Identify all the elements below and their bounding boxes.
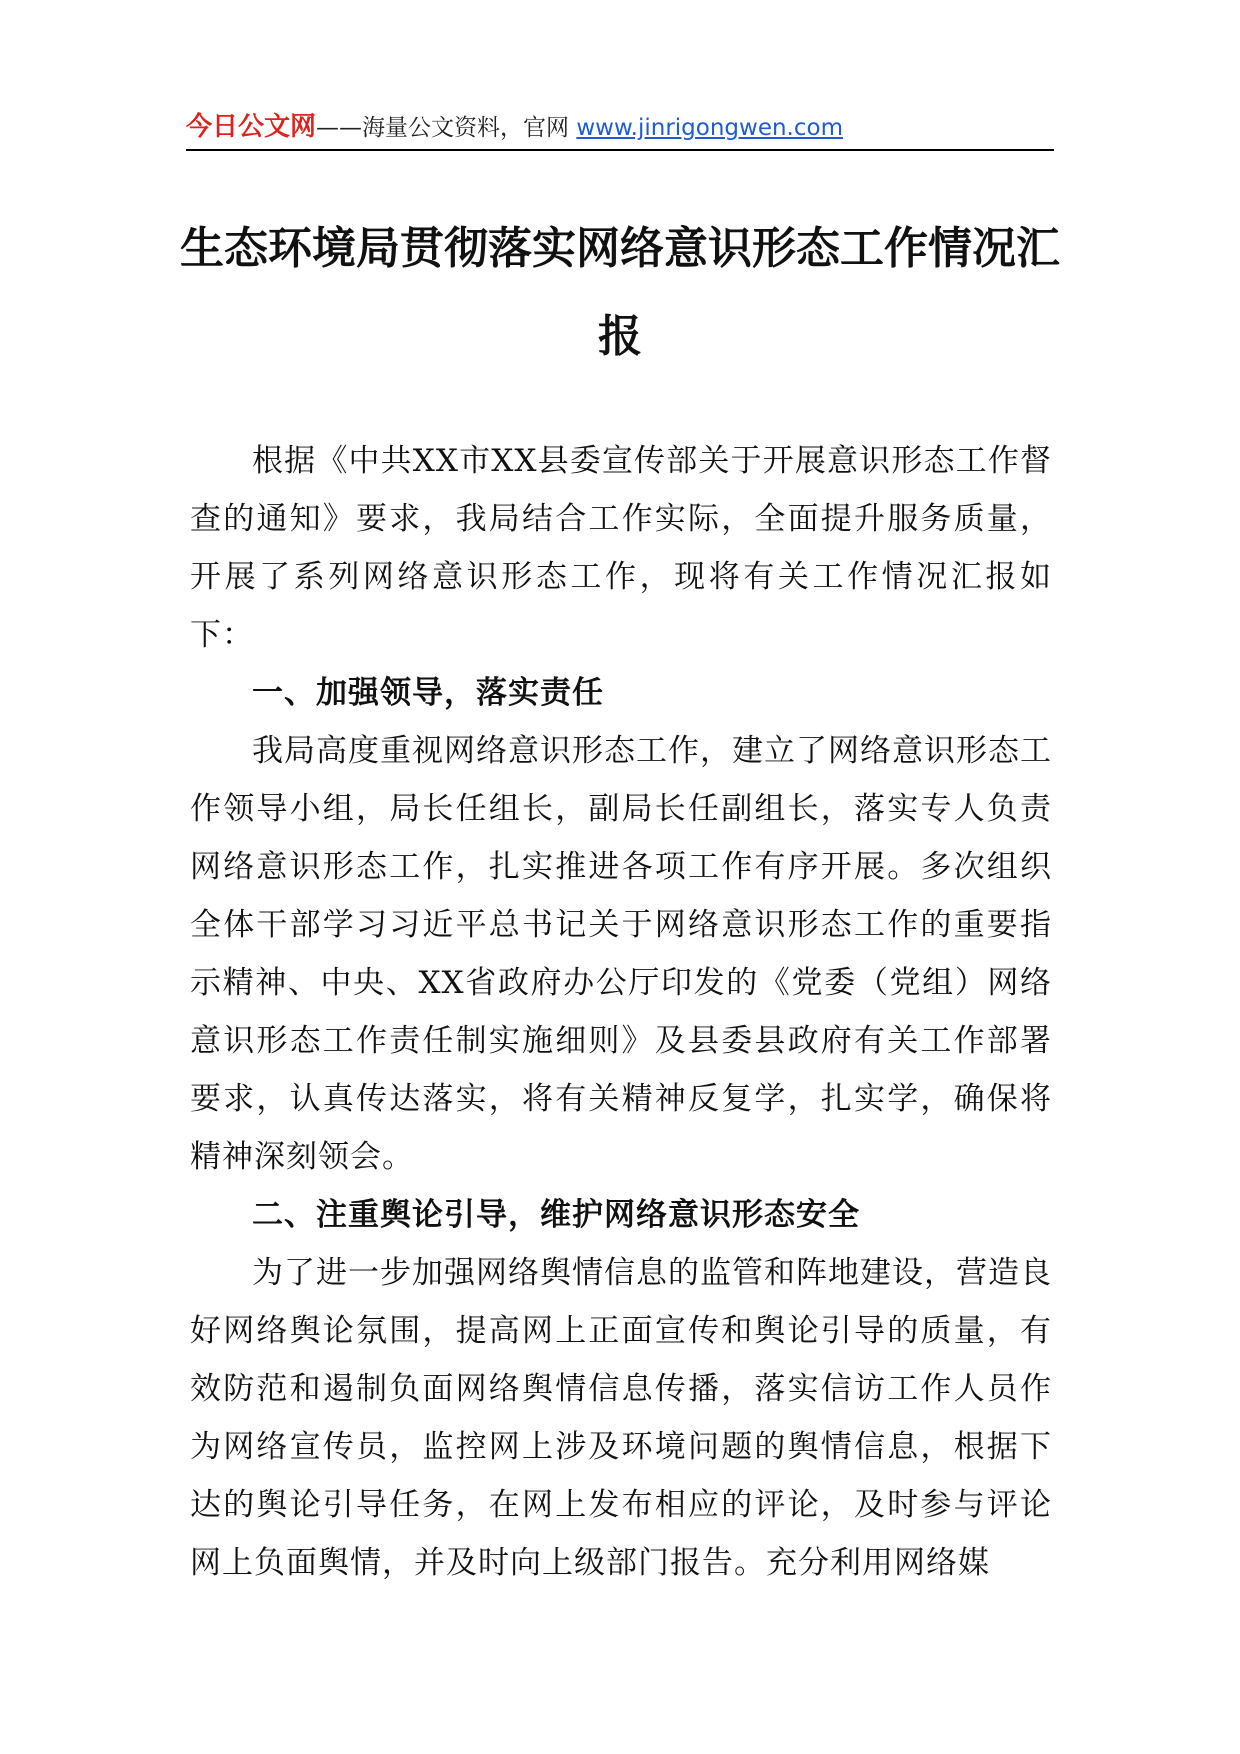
document-title: 生态环境局贯彻落实网络意识形态工作情况汇报 — [180, 223, 1060, 362]
section-paragraph-1: 我局高度重视网络意识形态工作，建立了网络意识形态工作领导小组，局长任组长，副局长任副组长，落实专人负责网络意识形态工作，扎实推进各项工作有序开展。多次组织全体干部学习习近平总书记关于网络意识形态工作的重要指示精神、中央、XX省政府办公厅印发的《党委（党组）网络意识形态工作责任制实施细则》及县委县政府有关工作部署要求，认真传达落实，将有关精神反复学，扎实学，确保将精神深刻领会。 — [190, 733, 1052, 1175]
site-tagline: ——海量公文资料，官网 — [316, 115, 577, 141]
section-heading-1: 一、加强领导，落实责任 — [252, 675, 604, 711]
site-brand: 今日公文网 — [186, 112, 317, 142]
document-body — [190, 432, 1052, 1592]
header-divider — [186, 149, 1054, 151]
site-header — [186, 106, 1054, 146]
intro-paragraph: 根据《中共XX市XX县委宣传部关于开展意识形态工作督查的通知》要求，我局结合工作实际，全面提升服务质量，开展了系列网络意识形态工作，现将有关工作情况汇报如下： — [190, 443, 1052, 653]
site-url-link[interactable]: www.jinrigongwen.com — [576, 115, 843, 141]
section-paragraph-2: 为了进一步加强网络舆情信息的监管和阵地建设，营造良好网络舆论氛围，提高网上正面宣传和舆论引导的质量，有效防范和遏制负面网络舆情信息传播，落实信访工作人员作为网络宣传员，监控网上涉及环境问题的舆情信息，根据下达的舆论引导任务，在网上发布相应的评论，及时参与评论网上负面舆情，并及时向上级部门报告。充分利用网络媒 — [190, 1255, 1052, 1581]
section-heading-2: 二、注重舆论引导，维护网络意识形态安全 — [252, 1197, 860, 1233]
